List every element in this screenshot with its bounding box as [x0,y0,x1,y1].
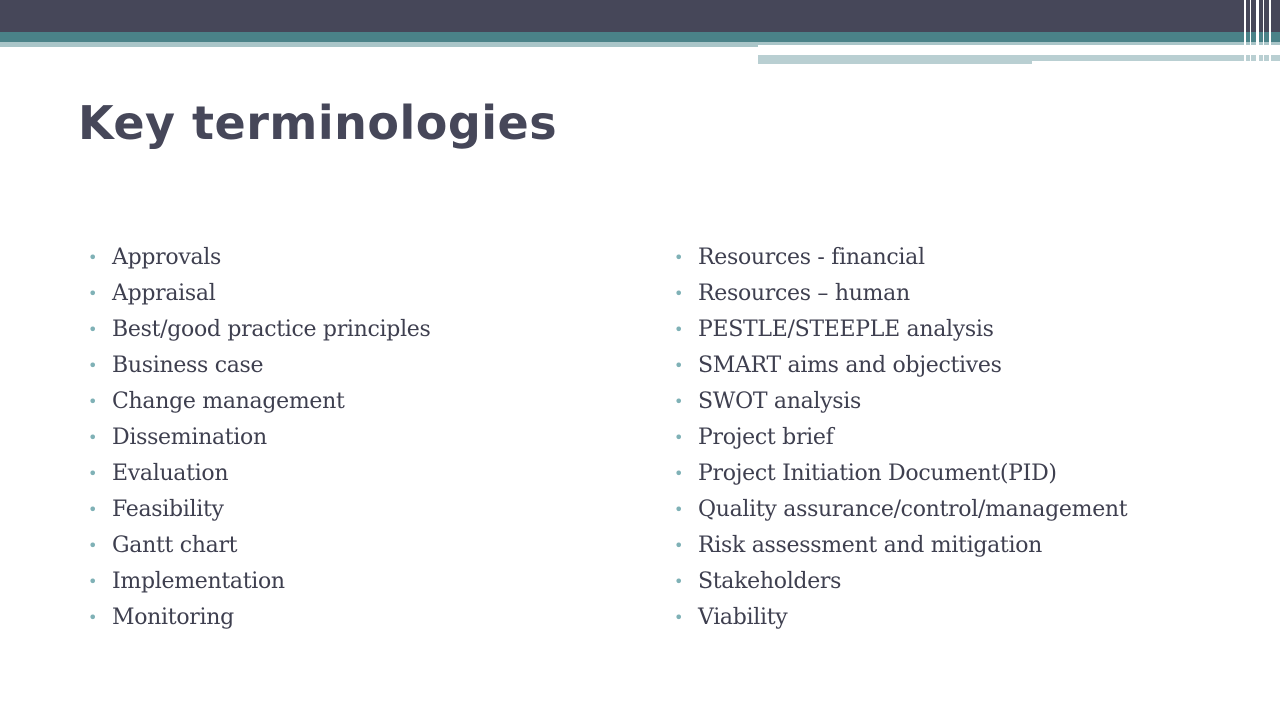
list-item [674,276,1127,312]
list-item [674,348,1127,384]
list-item [88,600,431,636]
list-item-text: Stakeholders [698,569,842,594]
bullet-icon: • [88,428,98,447]
list-item [674,420,1127,456]
terminology-list-right [674,240,1127,636]
list-item-text: Approvals [112,245,221,270]
bullet-icon: • [674,428,684,447]
list-item [674,528,1127,564]
corner-stripes-decoration [1238,0,1280,66]
list-item [674,492,1127,528]
bullet-icon: • [674,500,684,519]
bullet-icon: • [88,572,98,591]
slide-title: Key terminologies [78,96,558,150]
bullet-icon: • [88,392,98,411]
list-item [88,420,431,456]
list-item-text: Resources - financial [698,245,925,270]
list-item-text: Change management [112,389,345,414]
list-item-text: SWOT analysis [698,389,861,414]
list-item-text: Viability [698,605,788,630]
list-item-text: Dissemination [112,425,267,450]
list-item-text: Gantt chart [112,533,238,558]
list-item-text: SMART aims and objectives [698,353,1002,378]
bullet-icon: • [88,248,98,267]
bullet-icon: • [674,536,684,555]
list-item-text: PESTLE/STEEPLE analysis [698,317,994,342]
bullet-icon: • [88,500,98,519]
list-item [674,564,1127,600]
top-white-divider [758,50,1186,53]
bullet-icon: • [88,608,98,627]
list-item-text: Project brief [698,425,834,450]
bullet-icon: • [674,464,684,483]
bullet-icon: • [88,464,98,483]
list-item-text: Risk assessment and mitigation [698,533,1043,558]
list-item-text: Best/good practice principles [112,317,431,342]
list-item [674,456,1127,492]
list-item [674,312,1127,348]
list-item-text: Monitoring [112,605,234,630]
list-item [88,564,431,600]
bullet-icon: • [88,320,98,339]
bullet-icon: • [674,248,684,267]
list-item [88,528,431,564]
bullet-icon: • [674,320,684,339]
list-item [674,384,1127,420]
bullet-icon: • [88,536,98,555]
list-item [674,240,1127,276]
list-item [674,600,1127,636]
list-item [88,312,431,348]
bullet-icon: • [674,608,684,627]
list-item [88,240,431,276]
list-item [88,276,431,312]
list-item-text: Quality assurance/control/management [698,497,1128,522]
list-item [88,456,431,492]
bullet-icon: • [674,392,684,411]
list-item-text: Implementation [112,569,285,594]
list-item [88,492,431,528]
terminology-list-left [88,240,431,636]
list-item-text: Appraisal [112,281,216,306]
list-item-text: Business case [112,353,264,378]
top-light-band-left [0,42,758,47]
list-item [88,348,431,384]
bullet-icon: • [674,356,684,375]
list-item-text: Resources – human [698,281,910,306]
bullet-icon: • [674,284,684,303]
top-teal-band [0,32,1280,42]
list-item-text: Project Initiation Document(PID) [698,461,1057,486]
bullet-icon: • [88,284,98,303]
top-dark-band [0,0,1280,32]
list-item [88,384,431,420]
list-item-text: Evaluation [112,461,229,486]
bullet-icon: • [674,572,684,591]
list-item-text: Feasibility [112,497,224,522]
bullet-icon: • [88,356,98,375]
top-light-band-right-upper [758,42,1280,45]
